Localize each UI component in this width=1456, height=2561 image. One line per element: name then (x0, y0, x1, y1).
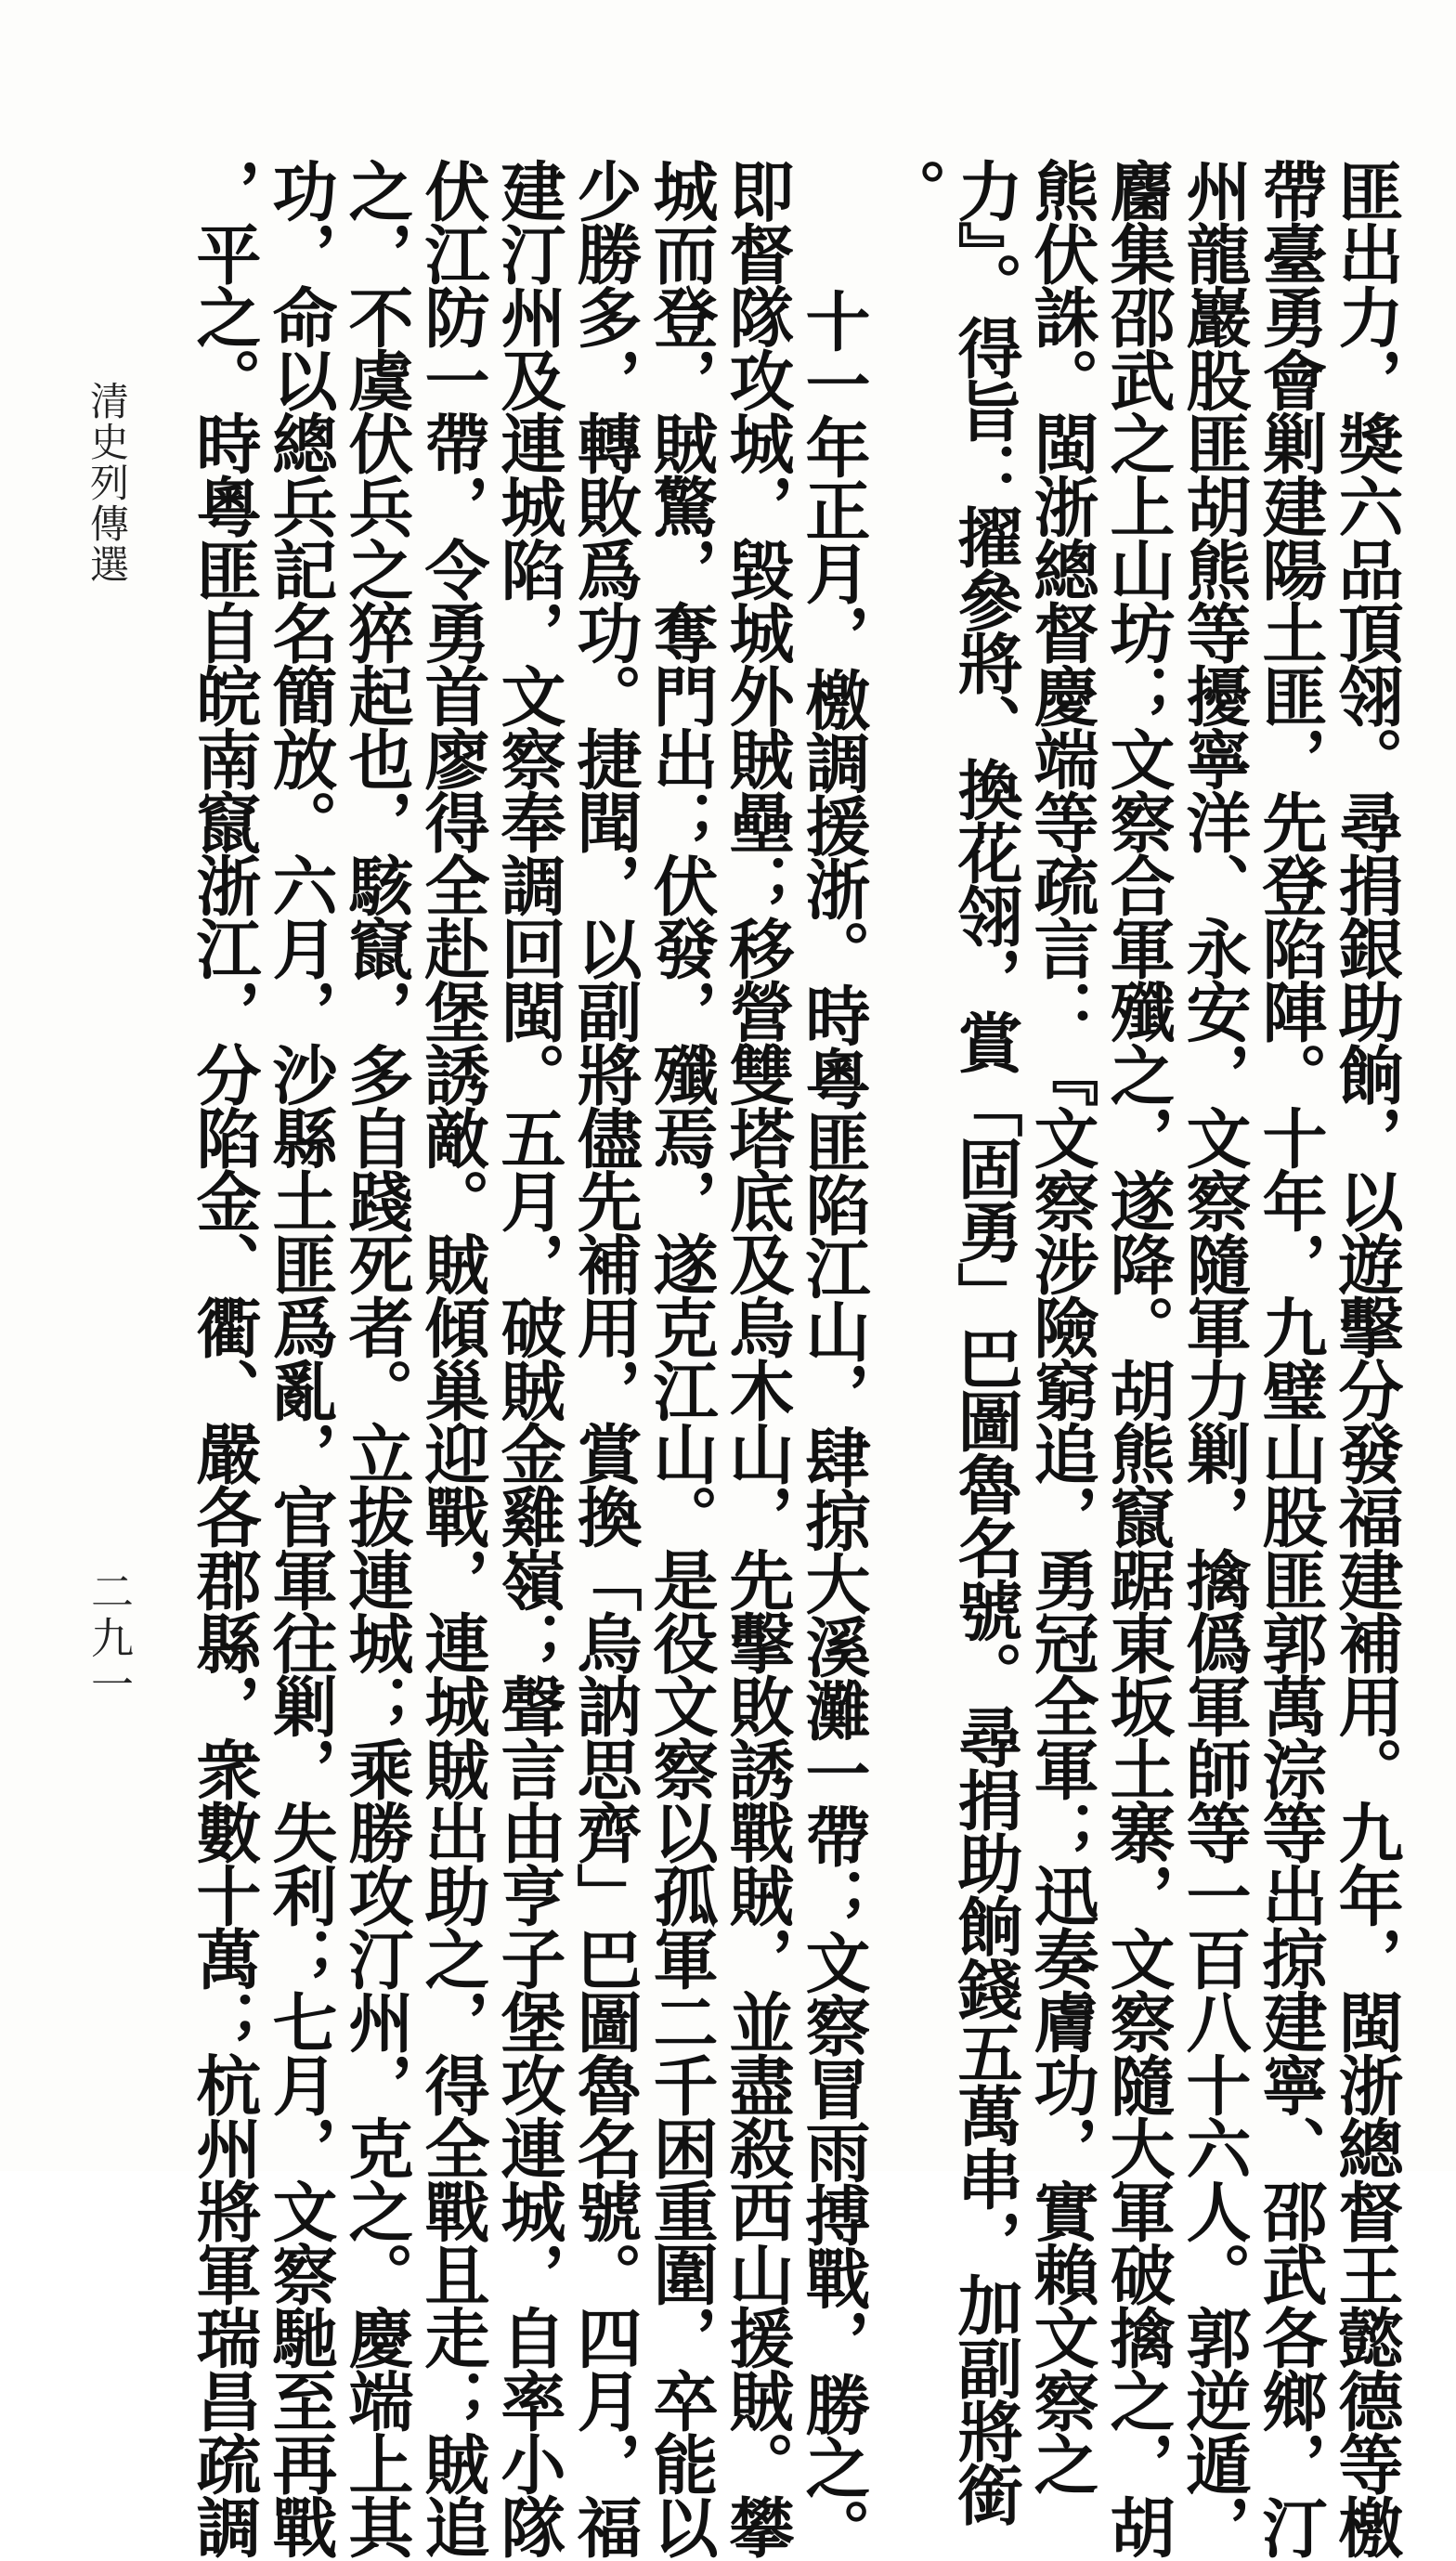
text-column: 。 (871, 158, 948, 221)
text-column: 伏江防一帶，令勇首廖得全赴堡誘敵。賊傾巢迎戰，連城賊出助之，得全戰且走；賊追 (414, 158, 491, 2557)
text-column: 力』。得旨：擢參將、換花翎，賞「固勇」巴圖魯名號。尋捐助餉錢五萬串，加副將銜 (947, 158, 1024, 2525)
text-column: 即督隊攻城，毀城外賊壘；移營雙塔底及烏木山，先擊敗誘戰賊，並盡殺西山援賊。攀 (719, 158, 796, 2557)
text-column: 十一年正月，檄調援浙。時粵匪陷江山，肆掠大溪灘一帶；文察冒雨搏戰，勝之。 (795, 288, 872, 2561)
text-column: 少勝多，轉敗爲功。捷聞，以副將儘先補用，賞換「烏訥思齊」巴圖魯名號。四月，福 (566, 158, 644, 2557)
text-column: ，平之。時粵匪自皖南竄浙江，分陷金、衢、嚴各郡縣，衆數十萬；杭州將軍瑞昌疏調 (186, 158, 263, 2557)
main-text-body (186, 158, 1405, 2561)
running-title: 清史列傳選 (84, 381, 130, 585)
text-column: 麕集邵武之上山坊；文察合軍殲之，遂降。胡熊竄踞東坂土寨，文察隨大軍破擒之，胡 (1099, 158, 1176, 2557)
text-column: 州龍巖股匪胡熊等擾寧洋、永安，文察隨軍力剿，擒僞軍師等一百八十六人。郭逆遁， (1176, 158, 1253, 2557)
text-column: 熊伏誅。閩浙總督慶端等疏言：『文察涉險窮追，勇冠全軍；迅奏膚功，實賴文察之 (1023, 158, 1100, 2494)
text-column: 功，命以總兵記名簡放。六月，沙縣土匪爲亂，官軍往剿，失利；七月，文察馳至再戰 (262, 158, 339, 2557)
text-column: 建汀州及連城陷，文察奉調回閩。五月，破賊金雞嶺；聲言由亨子堡攻連城，自率小隊 (490, 158, 567, 2557)
text-column: 之，不虞伏兵之猝起也，駭竄，多自踐死者。立拔連城；乘勝攻汀州，克之。慶端上其 (338, 158, 415, 2557)
text-column: 匪出力，獎六品頂翎。尋捐銀助餉，以遊擊分發福建補用。九年，閩浙總督王懿德等檄 (1328, 158, 1405, 2557)
text-column: 帶臺勇會剿建陽土匪，先登陷陣。十年，九璧山股匪郭萬淙等出掠建寧、邵武各鄉，汀 (1252, 158, 1329, 2557)
page-number: 二九一 (84, 1569, 135, 1709)
text-column: 城而登，賊驚，奪門出；伏發，殲焉，遂克江山。是役文察以孤軍二千困重圍，卒能以 (643, 158, 720, 2557)
